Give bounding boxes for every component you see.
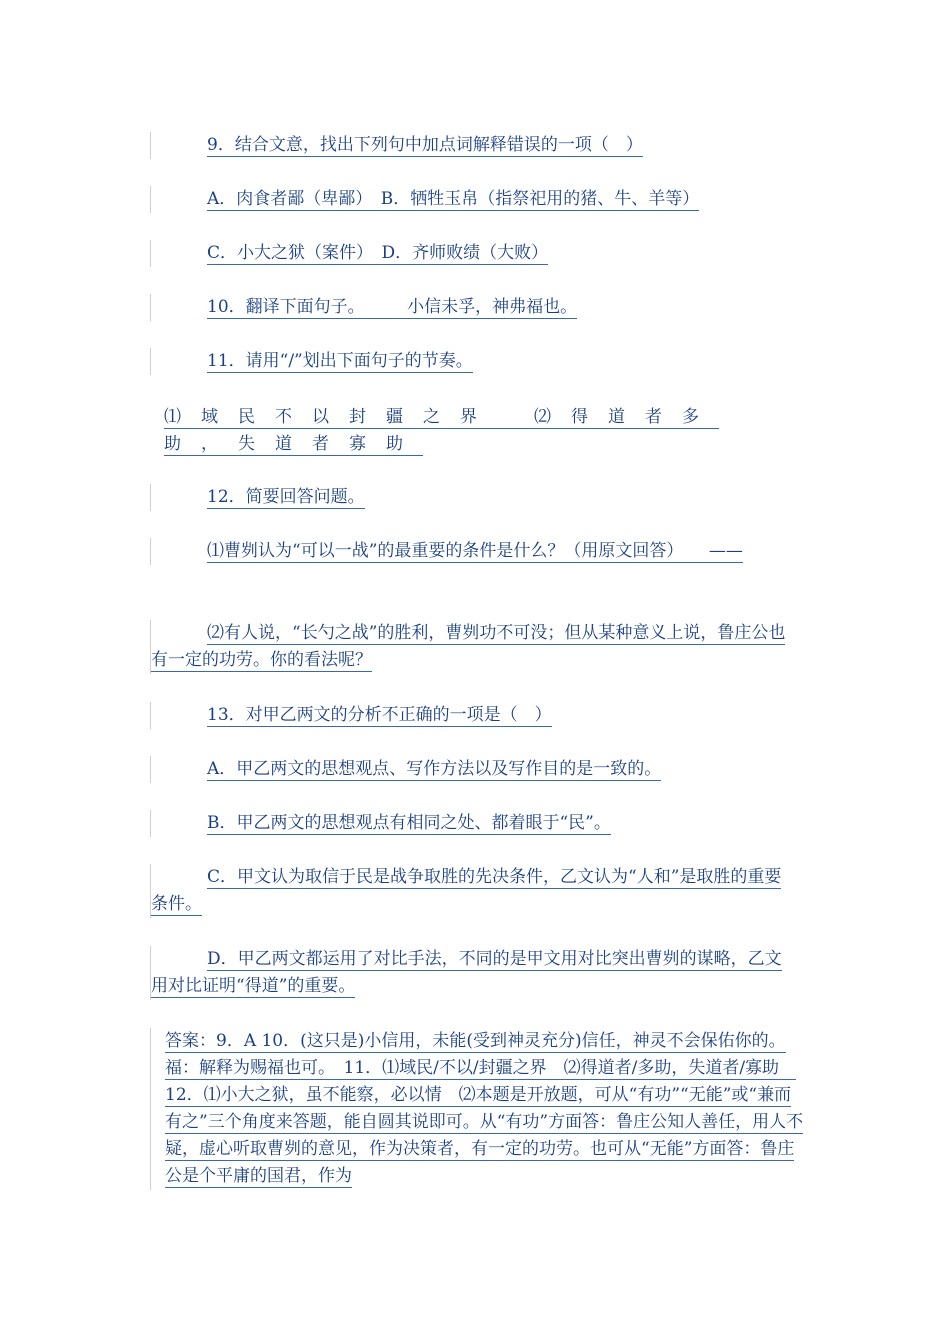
question-13-option-a (150, 756, 811, 783)
question-13 (150, 702, 811, 729)
question-13-option-d-text: D．甲乙两文都运用了对比手法，不同的是甲文用对比突出曹刿的谋略，乙文用对比证明“得道”的重要。 (151, 949, 782, 996)
question-13-option-b-text: B．甲乙两文的思想观点有相同之处、都着眼于“民”。 (207, 813, 611, 833)
question-11-items-text: ⑴域民不以封疆之界 ⑵得道者多助，失道者寡助 (164, 407, 719, 454)
question-9-options-cd (150, 240, 811, 267)
question-13-option-b (150, 810, 811, 837)
question-11-text: 11．请用“/”划出下面句子的节奏。 (207, 351, 473, 371)
question-11 (150, 348, 811, 375)
question-12-part-1 (150, 538, 801, 565)
question-13-option-d (150, 946, 791, 1000)
question-9 (150, 132, 811, 159)
question-13-option-c (150, 864, 791, 918)
question-12-part-2 (150, 620, 801, 674)
question-13-text: 13．对甲乙两文的分析不正确的一项是（ ） (207, 705, 552, 725)
answer-section (150, 1028, 805, 1190)
question-9-text: 9．结合文意，找出下列句中加点词解释错误的一项（ ） (207, 135, 643, 155)
question-10 (150, 294, 811, 321)
question-12-part-1-text: ⑴曹刿认为“可以一战”的最重要的条件是什么？（用原文回答） —— (207, 541, 743, 561)
question-12-part-2-text: ⑵有人说，“长勺之战”的胜利，曹刿功不可没；但从某种意义上说，鲁庄公也有一定的功劳。你的看法呢？ (151, 623, 786, 670)
question-10-text: 10．翻译下面句子。 小信未孚，神弗福也。 (207, 297, 578, 317)
question-12-text: 12．简要回答问题。 (207, 487, 365, 507)
question-9-options-ab-text: A．肉食者鄙（卑鄙） B．牺牲玉帛（指祭祀用的猪、牛、羊等） (207, 189, 700, 209)
question-13-option-a-text: A．甲乙两文的思想观点、写作方法以及写作目的是一致的。 (207, 759, 662, 779)
question-11-items (150, 404, 784, 458)
answer-text: 答案：9．A 10．(这只是)小信用，未能(受到神灵充分)信任，神灵不会保佑你的。福：解释为赐福也可。 11．⑴域民/不以/封疆之界 ⑵得道者/多助，失道者/寡助 12．⑴小大之狱，虽不能察，必以情 ⑵本题是开放题，可从“有功”“无能”或“兼而有之”三个角度来答题，能自圆其说即可。从“有功”方面答：鲁庄公知人善任，用人不疑，虚心听取曹刿的意见，作为决策者，有一定的功劳。也可从“无能”方面答：鲁庄公是个平庸的国君，作为 (165, 1031, 804, 1186)
question-9-options-ab (150, 186, 811, 213)
question-13-option-c-text: C．甲文认为取信于民是战争取胜的先决条件，乙文认为“人和”是取胜的重要条件。 (151, 867, 782, 914)
question-9-options-cd-text: C．小大之狱（案件） D．齐师败绩（大败） (207, 243, 549, 263)
question-12 (150, 484, 811, 511)
